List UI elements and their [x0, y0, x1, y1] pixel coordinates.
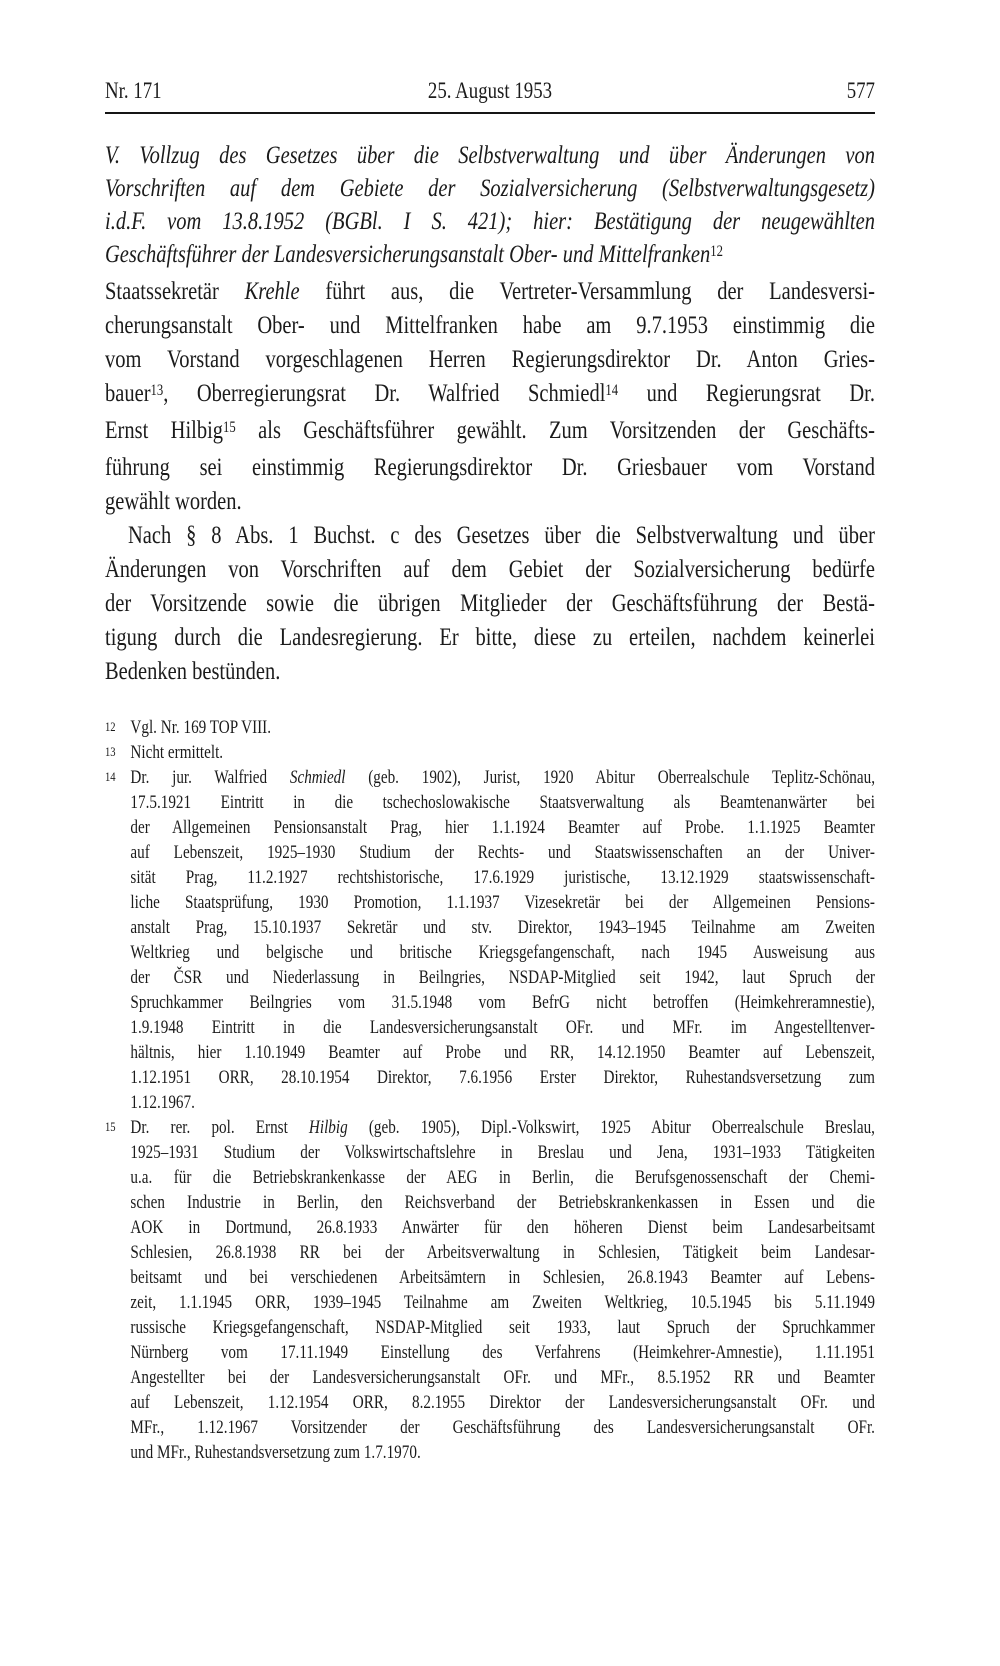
- header-page-number: 577: [846, 78, 875, 103]
- heading-line: [105, 139, 875, 172]
- text-segment: vom Vorstand vorgeschlagenen Herren Regierungsdirektor Dr. Anton Gries-: [105, 346, 875, 373]
- text-segment: russische Kriegsgefangenschaft, NSDAP-Mitglied seit 1933, laut Spruch der Spruchkammer: [130, 1318, 875, 1338]
- text-segment: 1.12.1951 ORR, 28.10.1954 Direktor, 7.6.1956 Erster Direktor, Ruhestandsversetzung zum: [130, 1068, 875, 1088]
- footnote-number: 14: [105, 769, 116, 784]
- footnote-line: [130, 741, 875, 766]
- footnote-line: [130, 1141, 875, 1166]
- text-segment: der Vorsitzende sowie die übrigen Mitglieder der Geschäftsführung der Bestä-: [105, 590, 875, 617]
- footnote-ref-sup: 15: [223, 418, 236, 436]
- footnote-line: [130, 1116, 875, 1141]
- text-segment: Weltkrieg und belgische und britische Kriegsgefangenschaft, nach 1945 Ausweisung aus: [130, 943, 875, 963]
- footnote-line: [130, 841, 875, 866]
- body-line: [105, 519, 875, 553]
- text-segment: der ČSR und Niederlassung in Beilngries, NSDAP-Mitglied seit 1942, laut Spruch der: [130, 968, 875, 988]
- footnote-text: [130, 716, 875, 741]
- text-segment: Dr. rer. pol. Ernst: [130, 1118, 309, 1138]
- footnote-line: [130, 941, 875, 966]
- text-segment: 1.12.1967.: [130, 1093, 195, 1113]
- paragraph: [105, 519, 875, 689]
- footnote-line: [130, 1266, 875, 1291]
- text-segment: auf Lebenszeit, 1925–1930 Studium der Rechts- und Staatswissenschaften an der Univer-: [130, 843, 875, 863]
- footnote-line: [130, 1091, 875, 1116]
- body-line: [105, 451, 875, 485]
- footnote-line: [130, 891, 875, 916]
- text-segment: Schlesien, 26.8.1938 RR bei der Arbeitsverwaltung in Schlesien, Tätigkeit beim Landesar-: [130, 1243, 875, 1263]
- heading-line: [105, 238, 875, 274]
- text-segment: Schmiedl: [289, 768, 346, 788]
- footnote-item: [105, 1116, 875, 1466]
- footnote-line: [130, 866, 875, 891]
- text-segment: Ernst Hilbig: [105, 417, 224, 444]
- text-segment: sität Prag, 11.2.1927 rechtshistorische, 17.6.1929 juristische, 13.12.1929 staatswissenschaft-: [130, 868, 875, 888]
- heading-line: [105, 172, 875, 205]
- footnote-line: [130, 966, 875, 991]
- text-segment: Geschäftsführer der Landesversicherungsanstalt Ober- und Mittelfranken: [105, 241, 711, 268]
- text-segment: (geb. 1905), Dipl.-Volkswirt, 1925 Abitur Oberrealschule Breslau,: [347, 1118, 875, 1138]
- body-line: [105, 414, 875, 451]
- text-segment: als Geschäftsführer gewählt. Zum Vorsitzenden der Geschäfts-: [235, 417, 875, 444]
- text-segment: Bedenken bestünden.: [105, 658, 281, 685]
- footnote-line: [130, 991, 875, 1016]
- document-body: [105, 275, 875, 689]
- text-segment: zeit, 1.1.1945 ORR, 1939–1945 Teilnahme am Zweiten Weltkrieg, 10.5.1945 bis 5.11.1949: [130, 1293, 875, 1313]
- text-segment: hältnis, hier 1.10.1949 Beamter auf Probe und RR, 14.12.1950 Beamter auf Lebenszeit,: [130, 1043, 875, 1063]
- text-segment: Vorschriften auf dem Gebiete der Sozialversicherung (Selbstverwaltungsgesetz): [105, 175, 875, 202]
- footnote-line: [130, 1166, 875, 1191]
- footnote-number: 15: [105, 1119, 116, 1134]
- text-segment: V. Vollzug des Gesetzes über die Selbstverwaltung und über Änderungen von: [105, 142, 875, 169]
- text-segment: tigung durch die Landesregierung. Er bitte, diese zu erteilen, nachdem keinerlei: [105, 624, 875, 651]
- text-segment: der Allgemeinen Pensionsanstalt Prag, hier 1.1.1924 Beamter auf Probe. 1.1.1925 Beamter: [130, 818, 875, 838]
- text-segment: Nürnberg vom 17.11.1949 Einstellung des Verfahrens (Heimkehrer-Amnestie), 1.11.1951: [130, 1343, 875, 1363]
- body-line: [105, 377, 875, 414]
- text-segment: Nach § 8 Abs. 1 Buchst. c des Gesetzes über die Selbstverwaltung und über: [127, 522, 875, 549]
- footnote-item: [105, 716, 875, 741]
- text-segment: Änderungen von Vorschriften auf dem Gebiet der Sozialversicherung bedürfe: [105, 556, 875, 583]
- body-line: [105, 553, 875, 587]
- footnotes-section: [105, 716, 875, 1466]
- footnote-line: [130, 1216, 875, 1241]
- text-segment: anstalt Prag, 15.10.1937 Sekretär und stv. Direktor, 1943–1945 Teilnahme am Zweiten: [130, 918, 875, 938]
- footnote-ref-sup: 12: [710, 242, 723, 260]
- text-segment: 1.9.1948 Eintritt in die Landesversicherungsanstalt OFr. und MFr. im Angestelltenver-: [130, 1018, 875, 1038]
- footnote-line: [130, 1016, 875, 1041]
- heading-line: [105, 205, 875, 238]
- footnote-line: [130, 791, 875, 816]
- text-segment: und MFr., Ruhestandsversetzung zum 1.7.1970.: [130, 1443, 421, 1463]
- footnote-line: [130, 1316, 875, 1341]
- text-segment: liche Staatsprüfung, 1930 Promotion, 1.1.1937 Vizesekretär bei der Allgemeinen Pensions-: [130, 893, 875, 913]
- text-segment: , Oberregierungsrat Dr. Walfried Schmiedl: [163, 380, 606, 407]
- text-segment: führung sei einstimmig Regierungsdirektor Dr. Griesbauer vom Vorstand: [105, 454, 875, 481]
- body-line: [105, 309, 875, 343]
- footnote-line: [130, 1241, 875, 1266]
- footnote-number: 13: [105, 744, 116, 759]
- text-segment: schen Industrie in Berlin, den Reichsverband der Betriebskrankenkassen in Essen und die: [130, 1193, 875, 1213]
- footnote-line: [130, 1366, 875, 1391]
- text-segment: Angestellter bei der Landesversicherungsanstalt OFr. und MFr., 8.5.1952 RR und Beamter: [130, 1368, 875, 1388]
- body-line: [105, 655, 875, 689]
- text-segment: Staatssekretär: [105, 278, 245, 305]
- footnote-line: [130, 1391, 875, 1416]
- text-segment: Hilbig: [308, 1118, 348, 1138]
- text-segment: cherungsanstalt Ober- und Mittelfranken habe am 9.7.1953 einstimmig die: [105, 312, 875, 339]
- text-segment: Dr. jur. Walfried: [130, 768, 290, 788]
- text-segment: AOK in Dortmund, 26.8.1933 Anwärter für den höheren Dienst beim Landesarbeitsamt: [130, 1218, 875, 1238]
- text-segment: führt aus, die Vertreter-Versammlung der Landesversi-: [299, 278, 875, 305]
- footnote-item: [105, 741, 875, 766]
- text-segment: 17.5.1921 Eintritt in die tschechoslowakische Staatsverwaltung als Beamtenanwärter bei: [130, 793, 875, 813]
- document-heading: [105, 139, 875, 274]
- text-segment: 1925–1931 Studium der Volkswirtschaftslehre in Breslau und Jena, 1931–1933 Tätigkeiten: [130, 1143, 875, 1163]
- text-segment: Krehle: [244, 278, 300, 305]
- body-line: [105, 621, 875, 655]
- paragraph: [105, 275, 875, 519]
- footnote-number: 12: [105, 719, 116, 734]
- header-issue-number: Nr. 171: [105, 78, 162, 103]
- footnote-line: [130, 1416, 875, 1441]
- body-line: [105, 485, 875, 519]
- footnote-item: [105, 766, 875, 1116]
- footnote-line: [130, 766, 875, 791]
- footnote-line: [130, 916, 875, 941]
- footnote-line: [130, 1341, 875, 1366]
- footnote-text: [130, 741, 875, 766]
- text-segment: MFr., 1.12.1967 Vorsitzender der Geschäftsführung des Landesversicherungsanstalt OFr.: [130, 1418, 875, 1438]
- text-segment: (geb. 1902), Jurist, 1920 Abitur Oberrealschule Teplitz-Schönau,: [345, 768, 875, 788]
- page-header: [105, 78, 875, 104]
- text-segment: und Regierungsrat Dr.: [618, 380, 875, 407]
- footnote-line: [130, 1291, 875, 1316]
- header-rule: [105, 112, 875, 114]
- text-segment: beitsamt und bei verschiedenen Arbeitsämtern in Schlesien, 26.8.1943 Beamter auf Lebens-: [130, 1268, 875, 1288]
- footnote-line: [130, 1041, 875, 1066]
- text-segment: auf Lebenszeit, 1.12.1954 ORR, 8.2.1955 Direktor der Landesversicherungsanstalt OFr. und: [130, 1393, 875, 1413]
- footnote-line: [130, 1441, 875, 1466]
- text-column: [105, 0, 875, 1666]
- text-segment: i.d.F. vom 13.8.1952 (BGBl. I S. 421); hier: Bestätigung der neugewählten: [105, 208, 875, 235]
- body-line: [105, 343, 875, 377]
- text-segment: gewählt worden.: [105, 488, 242, 515]
- text-segment: Spruchkammer Beilngries vom 31.5.1948 vom BefrG nicht betroffen (Heimkehreramnestie),: [130, 993, 875, 1013]
- footnote-line: [130, 1191, 875, 1216]
- footnote-ref-sup: 13: [150, 381, 164, 399]
- footnote-text: [130, 1116, 875, 1466]
- footnote-line: [130, 1066, 875, 1091]
- header-date: 25. August 1953: [427, 78, 553, 103]
- text-segment: Vgl. Nr. 169 TOP VIII.: [130, 718, 272, 738]
- body-line: [105, 587, 875, 621]
- text-segment: bauer: [105, 380, 151, 407]
- text-segment: u.a. für die Betriebskrankenkasse der AEG in Berlin, die Berufsgenossenschaft der Chemi-: [130, 1168, 875, 1188]
- footnote-ref-sup: 14: [605, 381, 619, 399]
- footnote-text: [130, 766, 875, 1116]
- footnote-line: [130, 816, 875, 841]
- text-segment: Nicht ermittelt.: [130, 743, 224, 763]
- body-line: [105, 275, 875, 309]
- footnote-line: [130, 716, 875, 741]
